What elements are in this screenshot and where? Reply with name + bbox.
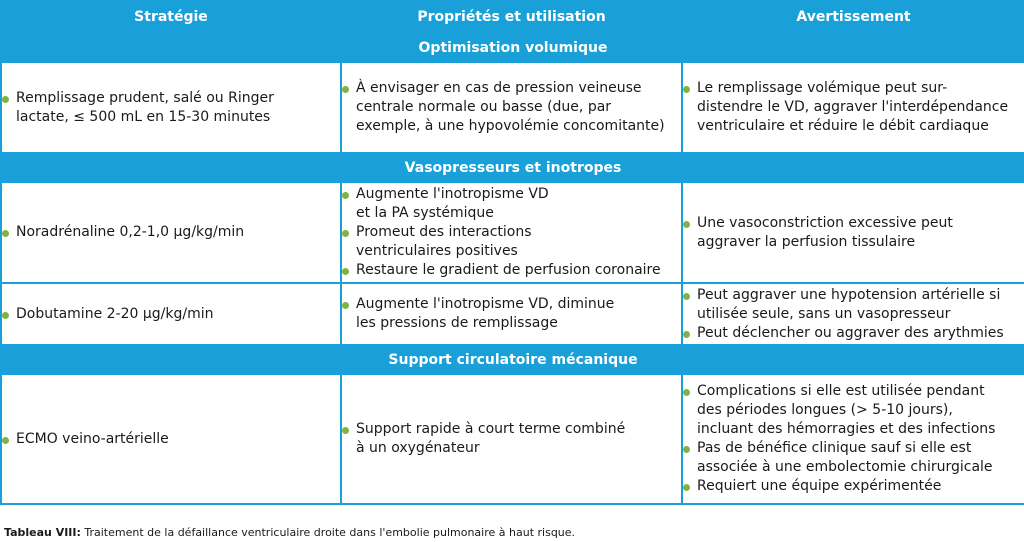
list-item-text: ECMO veino-artérielle — [16, 430, 169, 447]
bullet-list — [342, 295, 681, 333]
table-row — [1, 374, 1024, 504]
bullet-list — [2, 305, 340, 324]
caption-text: Traitement de la défaillance ventriculaire droite dans l'embolie pulmonaire à haut risque. — [80, 526, 576, 539]
list-item — [342, 223, 681, 261]
properties-cell — [341, 62, 682, 153]
list-item-text: Requiert une équipe expérimentée — [697, 478, 942, 494]
list-item — [342, 185, 681, 223]
bullet-dot-icon — [2, 437, 9, 444]
table-row — [1, 182, 1024, 283]
list-item-text: Augmente l'inotropisme VD, diminue les pressions de remplissage — [356, 296, 615, 331]
warnings-cell — [682, 182, 1024, 283]
bullet-list — [683, 79, 1024, 136]
bullet-dot-icon — [683, 484, 690, 491]
bullet-list — [342, 420, 681, 458]
list-item-text: Augmente l'inotropisme VD et la PA systémique — [356, 186, 549, 221]
strategy-cell — [1, 62, 341, 153]
list-item-text: Peut déclencher ou aggraver des arythmies — [697, 324, 1004, 341]
list-item-text: Pas de bénéfice clinique sauf si elle est associée à une embolectomie chirurgicale — [697, 440, 993, 475]
section-title: Optimisation volumique — [1, 33, 1024, 62]
list-item — [2, 223, 340, 242]
header-avertissement: Avertissement — [682, 1, 1024, 33]
table-row — [1, 283, 1024, 345]
list-item — [683, 324, 1024, 343]
bullet-dot-icon — [683, 331, 690, 338]
strategy-cell — [1, 182, 341, 283]
list-item — [342, 420, 681, 458]
list-item-text: Peut aggraver une hypotension artérielle si utilisée seule, sans un vasopresseur — [697, 286, 1001, 322]
bullet-list — [683, 286, 1024, 343]
list-item — [683, 382, 1024, 439]
list-item-text: Support rapide à court terme combiné à un oxygénateur — [356, 421, 626, 456]
warnings-cell — [682, 374, 1024, 504]
bullet-dot-icon — [683, 389, 690, 396]
bullet-dot-icon — [683, 293, 690, 300]
warnings-cell — [682, 62, 1024, 153]
bullet-dot-icon — [2, 230, 9, 237]
header-row — [1, 1, 1024, 33]
table-row — [1, 62, 1024, 153]
bullet-list — [683, 214, 1024, 252]
bullet-list — [342, 79, 681, 136]
strategy-cell — [1, 374, 341, 504]
list-item-text: Promeut des interactions ventriculaires positives — [356, 224, 532, 259]
list-item-text: Une vasoconstriction excessive peut aggraver la perfusion tissulaire — [697, 214, 953, 250]
bullet-dot-icon — [683, 446, 690, 453]
section-title: Support circulatoire mécanique — [1, 345, 1024, 374]
section-title: Vasopresseurs et inotropes — [1, 153, 1024, 182]
list-item — [2, 89, 340, 127]
properties-cell — [341, 283, 682, 345]
list-item-text: Remplissage prudent, salé ou Ringer lactate, ≤ 500 mL en 15-30 minutes — [16, 89, 274, 125]
bullet-dot-icon — [342, 230, 349, 237]
bullet-dot-icon — [342, 268, 349, 275]
bullet-list — [2, 89, 340, 127]
list-item — [683, 286, 1024, 324]
list-item-text: Restaure le gradient de perfusion coronaire — [356, 262, 661, 278]
list-item — [2, 430, 340, 449]
section-row — [1, 153, 1024, 182]
bullet-dot-icon — [2, 96, 9, 103]
list-item — [342, 79, 681, 136]
section-row — [1, 33, 1024, 62]
list-item-text: Dobutamine 2-20 µg/kg/min — [16, 305, 214, 322]
header-proprietes: Propriétés et utilisation — [341, 1, 682, 33]
section-row — [1, 345, 1024, 374]
table-caption — [4, 526, 575, 539]
bullet-list — [342, 185, 681, 280]
header-strategie: Stratégie — [1, 1, 341, 33]
strategy-cell — [1, 283, 341, 345]
list-item — [2, 305, 340, 324]
list-item-text: À envisager en cas de pression veineuse centrale normale ou basse (due, par exemple, à une hypovolémie concomitante) — [356, 80, 665, 134]
list-item — [342, 261, 681, 280]
caption-label: Tableau VIII: — [4, 526, 81, 539]
bullet-list — [2, 430, 340, 449]
list-item — [683, 477, 1024, 496]
list-item — [683, 214, 1024, 252]
bullet-dot-icon — [683, 221, 690, 228]
bullet-list — [683, 382, 1024, 496]
properties-cell — [341, 182, 682, 283]
list-item — [342, 295, 681, 333]
bullet-dot-icon — [342, 302, 349, 309]
list-item-text: Noradrénaline 0,2-1,0 µg/kg/min — [16, 224, 245, 240]
bullet-dot-icon — [342, 86, 349, 93]
list-item-text: Le remplissage volémique peut sur- distendre le VD, aggraver l'interdépendance ventriculaire et réduire le débit cardiaque — [697, 80, 1009, 134]
properties-cell — [341, 374, 682, 504]
warnings-cell — [682, 283, 1024, 345]
list-item-text: Complications si elle est utilisée pendant des périodes longues (> 5-10 jours), incluant des hémorragies et des infections — [697, 383, 996, 437]
bullet-dot-icon — [683, 86, 690, 93]
bullet-dot-icon — [342, 427, 349, 434]
list-item — [683, 439, 1024, 477]
bullet-dot-icon — [342, 192, 349, 199]
list-item — [683, 79, 1024, 136]
bullet-dot-icon — [2, 312, 9, 319]
bullet-list — [2, 223, 340, 242]
